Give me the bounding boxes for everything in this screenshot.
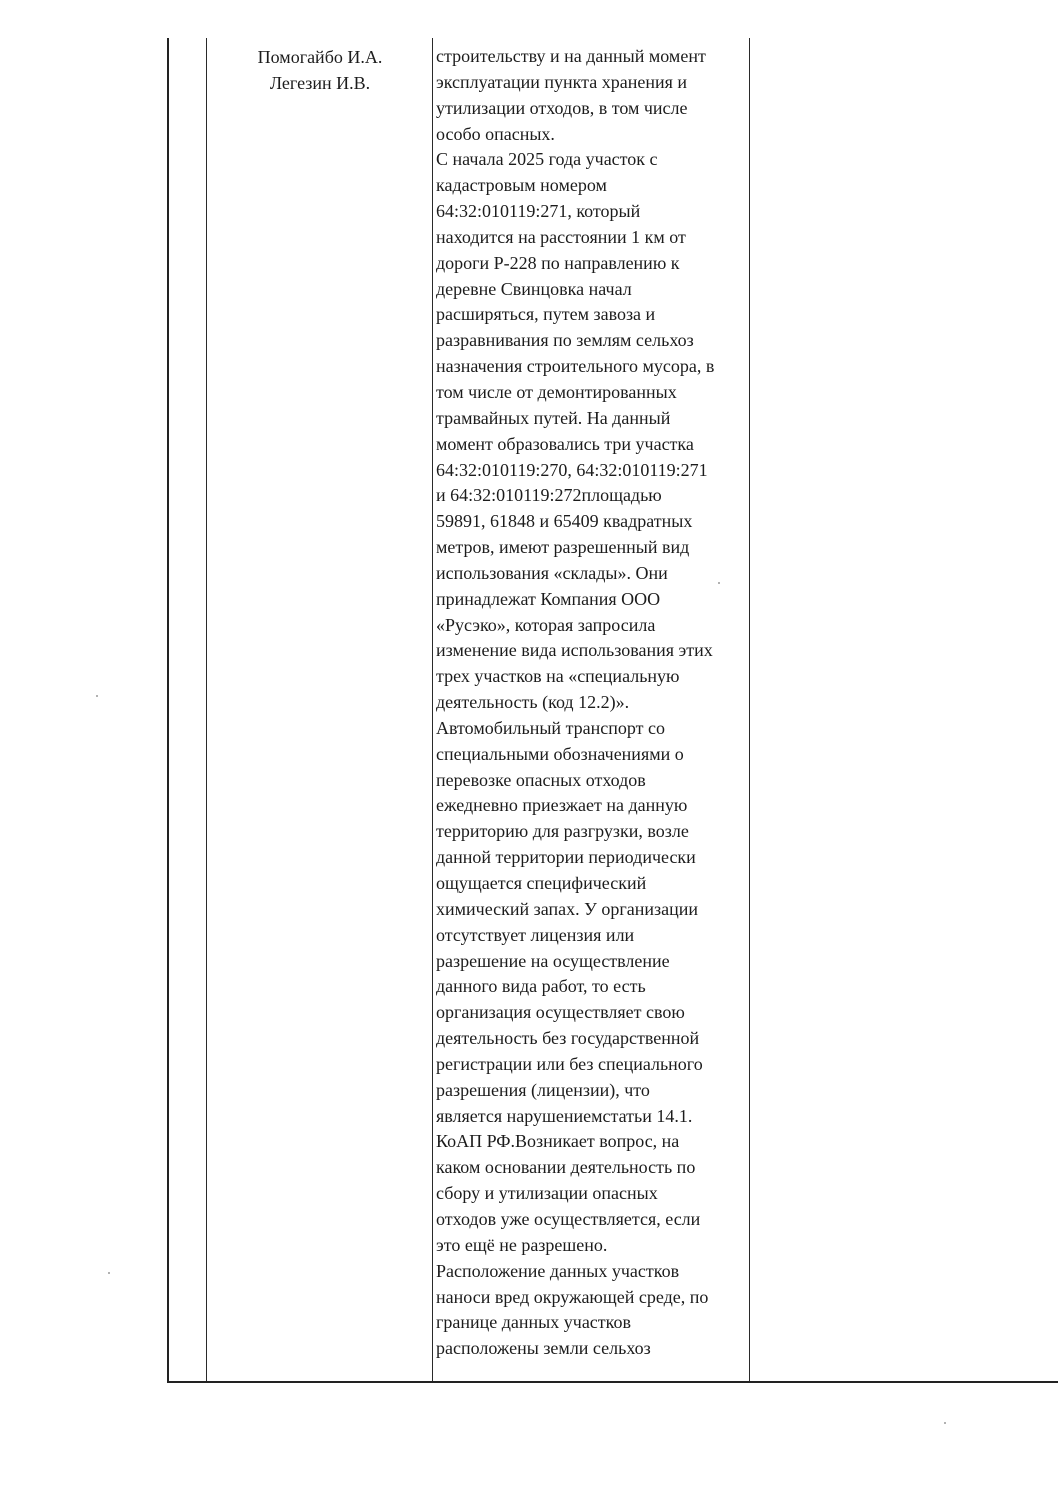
- text-line: дороги Р-228 по направлению к: [436, 252, 680, 273]
- text-line: расширяться, путем завоза и: [436, 304, 656, 325]
- text-line: строительству и на данный момент: [436, 46, 706, 66]
- text-line: химический запах. У организации: [436, 898, 699, 919]
- text-line: данной территории периодически: [436, 847, 696, 868]
- text-line: наноси вред окружающей среде, по: [436, 1286, 709, 1307]
- text-line: метров, имеют разрешенный вид: [436, 537, 690, 558]
- text-line: специальными обозначениями о: [436, 743, 684, 764]
- description-cell: [434, 44, 749, 1362]
- name-line: Помогайбо И.А.: [257, 47, 383, 67]
- text-line: утилизации отходов, в том числе: [436, 97, 688, 118]
- text-line: ежедневно приезжает на данную: [436, 795, 688, 816]
- text-line: это ещё не разрешено.: [436, 1234, 608, 1255]
- text-line: территорию для разгрузки, возле: [436, 821, 689, 842]
- text-line: данного вида работ, то есть: [436, 976, 646, 997]
- text-line: деятельность (код 12.2)».: [436, 692, 630, 713]
- scan-speck: [96, 695, 98, 697]
- scan-speck: [108, 1272, 110, 1274]
- text-line: перевозке опасных отходов: [436, 769, 646, 790]
- text-line: расположены земли сельхоз: [436, 1338, 651, 1359]
- document-table: [167, 38, 1058, 1383]
- text-line: КоАП РФ.Возникает вопрос, на: [436, 1131, 680, 1152]
- column-divider-1: [206, 38, 207, 1381]
- text-line: особо опасных.: [436, 123, 555, 144]
- text-line: регистрации или без специального: [436, 1053, 703, 1074]
- text-line: границе данных участков: [436, 1312, 631, 1333]
- text-line: и 64:32:010119:272площадью: [436, 485, 662, 506]
- text-line: С начала 2025 года участок с: [436, 149, 658, 170]
- column-divider-3: [749, 38, 750, 1381]
- text-line: «Русэко», которая запросила: [436, 614, 656, 635]
- scan-speck: [944, 1422, 946, 1424]
- text-line: является нарушениемстатьи 14.1.: [436, 1105, 693, 1126]
- text-line: разрешения (лицензии), что: [436, 1079, 650, 1100]
- text-line: отсутствует лицензия или: [436, 924, 635, 945]
- text-line: ощущается специфический: [436, 873, 647, 893]
- text-line: использования «склады». Они: [436, 562, 668, 583]
- column-divider-2: [432, 38, 433, 1381]
- names-cell: [208, 44, 432, 96]
- text-line: 64:32:010119:271, который: [436, 201, 641, 222]
- text-line: Автомобильный транспорт со: [436, 717, 666, 738]
- text-line: Расположение данных участков: [436, 1260, 680, 1281]
- text-line: эксплуатации пункта хранения и: [436, 71, 688, 92]
- text-line: 59891, 61848 и 65409 квадратных: [436, 511, 693, 532]
- text-line: момент образовались три участка: [436, 433, 694, 454]
- text-line: принадлежат Компания ООО: [436, 588, 661, 609]
- text-line: назначения строительного мусора, в: [436, 356, 715, 377]
- text-line: изменение вида использования этих: [436, 640, 713, 661]
- text-line: организация осуществляет свою: [436, 1002, 685, 1023]
- text-line: разрешение на осуществление: [436, 950, 670, 971]
- text-line: 64:32:010119:270, 64:32:010119:271: [436, 459, 708, 480]
- text-line: том числе от демонтированных: [436, 381, 677, 402]
- name-line: Легезин И.В.: [269, 73, 371, 93]
- text-line: каком основании деятельность по: [436, 1157, 696, 1178]
- text-line: трамвайных путей. На данный: [436, 407, 671, 428]
- text-line: трех участков на «специальную: [436, 666, 680, 687]
- text-line: отходов уже осуществляется, если: [436, 1208, 701, 1229]
- text-line: деревне Свинцовка начал: [436, 278, 632, 299]
- text-line: находится на расстоянии 1 км от: [436, 226, 686, 247]
- text-line: деятельность без государственной: [436, 1028, 700, 1049]
- text-line: разравнивания по землям сельхоз: [436, 330, 694, 351]
- text-line: сбору и утилизации опасных: [436, 1183, 658, 1204]
- scan-speck: [718, 582, 720, 584]
- text-line: кадастровым номером: [436, 175, 607, 196]
